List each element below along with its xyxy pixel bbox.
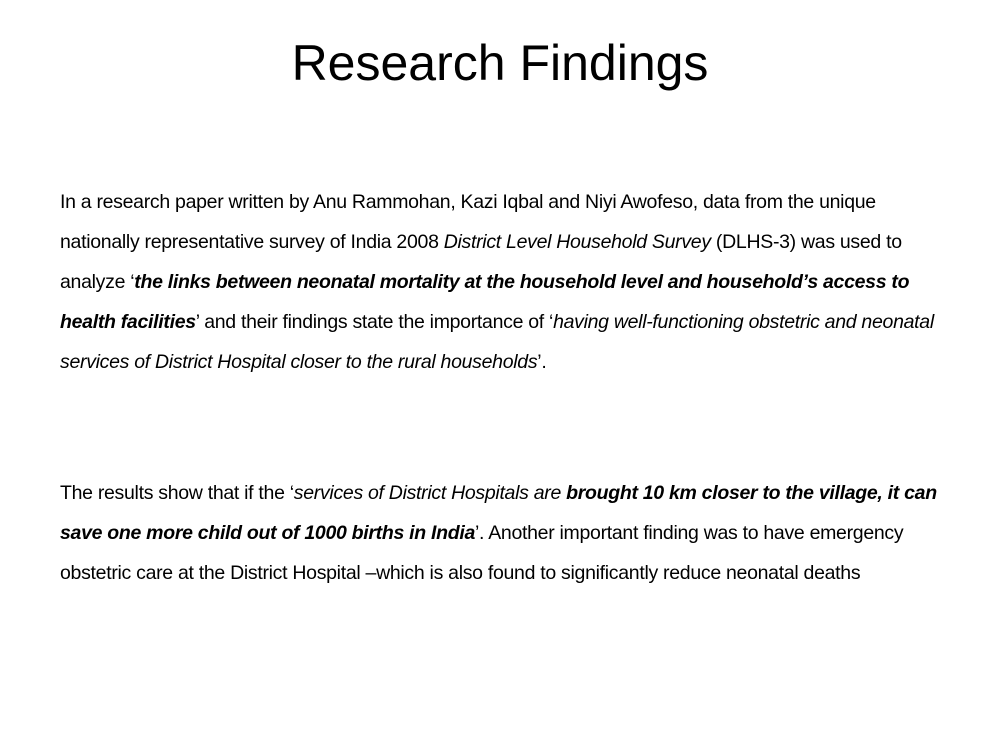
paragraph-text bbox=[60, 473, 940, 593]
paragraph-text-segment: ’ and their findings state the importance of ‘ bbox=[195, 311, 554, 333]
paragraph-text-segment: In a research paper written by Anu Rammohan, Kazi Iqbal and Niyi Awofeso, data from the unique nationally representative survey of India 2008 bbox=[60, 191, 876, 253]
paragraph-text-segment: The results show that if the ‘ bbox=[60, 482, 294, 504]
italic-quote: having well-functioning obstetric and neonatal services of District Hospital closer to the rural households bbox=[60, 311, 934, 373]
slide-title: Research Findings bbox=[291, 35, 709, 91]
italic-quote: services of District Hospitals are bbox=[293, 482, 567, 504]
bold-quote: brought 10 km closer to the village, it can save one more child out of 1000 births in India bbox=[60, 482, 937, 544]
paragraph-text-segment: (DLHS-3) was used to analyze ‘ bbox=[60, 231, 902, 293]
paragraph-results bbox=[60, 473, 940, 593]
paragraph-text-segment: ’. Another important finding was to have emergency obstetric care at the District Hospital –which is also found to significantly reduce neonatal deaths bbox=[60, 522, 904, 584]
survey-name: District Level Household Survey bbox=[443, 231, 711, 253]
paragraph-text bbox=[60, 182, 940, 382]
paragraph-text-segment: ’. bbox=[537, 351, 547, 373]
paragraph-research-paper bbox=[60, 182, 940, 382]
bold-quote: the links between neonatal mortality at the household level and household’s access to health facilities bbox=[60, 271, 910, 333]
